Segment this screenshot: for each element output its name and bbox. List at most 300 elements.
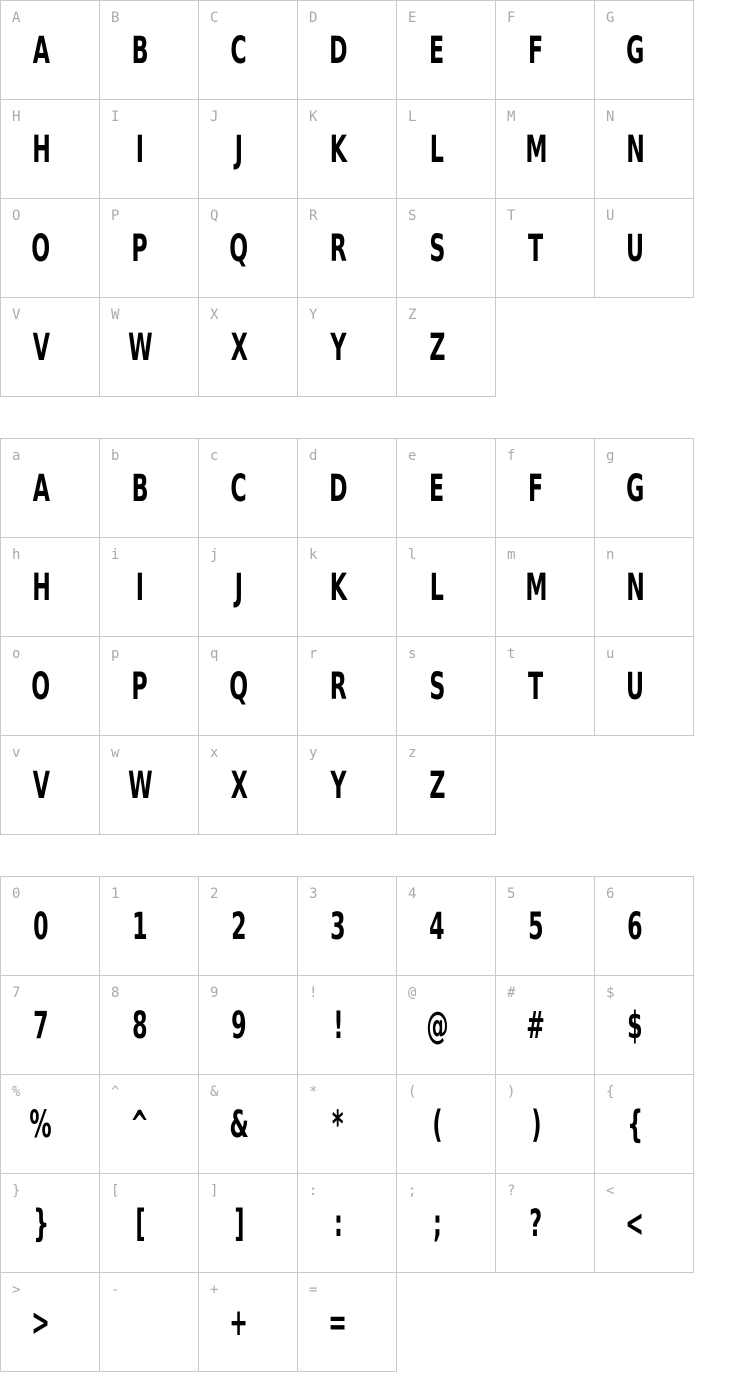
- glyph-cell-%: [0, 1074, 100, 1174]
- char-glyph: X: [230, 764, 248, 807]
- char-glyph-box: [504, 31, 568, 71]
- char-glyph: O: [31, 227, 51, 270]
- glyph-cell-m: [495, 537, 595, 637]
- char-glyph: +: [229, 1301, 249, 1344]
- glyph-cell-i: [99, 537, 199, 637]
- char-label: V: [12, 307, 21, 323]
- char-glyph: V: [32, 326, 50, 369]
- glyph-cell->: [0, 1272, 100, 1372]
- char-glyph: S: [429, 665, 445, 708]
- char-label: u: [606, 646, 615, 662]
- char-glyph-box: [207, 1006, 271, 1046]
- char-glyph-box: [504, 469, 568, 509]
- char-glyph-box: [405, 328, 469, 368]
- glyph-cell-{: [594, 1074, 694, 1174]
- char-glyph-box: [306, 667, 370, 707]
- char-glyph-box: [504, 1105, 568, 1145]
- char-label: %: [12, 1084, 21, 1100]
- char-glyph: F: [528, 29, 544, 72]
- char-label: ^: [111, 1084, 120, 1100]
- glyph-cell-a: [0, 438, 100, 538]
- char-glyph: 2: [231, 905, 247, 948]
- char-glyph: ?: [529, 1202, 543, 1245]
- glyph-cell-t: [495, 636, 595, 736]
- char-label: j: [210, 547, 219, 563]
- char-glyph: R: [329, 665, 347, 708]
- glyph-cell-*: [297, 1074, 397, 1174]
- char-glyph-box: [603, 907, 667, 947]
- glyph-row: [0, 1173, 700, 1273]
- char-glyph: 5: [528, 905, 544, 948]
- char-glyph: 7: [33, 1004, 49, 1047]
- char-label: v: [12, 745, 21, 761]
- char-glyph: &: [229, 1103, 249, 1146]
- glyph-cell-3: [297, 876, 397, 976]
- char-glyph-box: [405, 229, 469, 269]
- char-glyph: *: [332, 1103, 344, 1146]
- char-glyph: Z: [428, 326, 446, 369]
- char-glyph: J: [234, 128, 244, 171]
- glyph-cell-M: [495, 99, 595, 199]
- glyph-cell-K: [297, 99, 397, 199]
- glyph-cell-V: [0, 297, 100, 397]
- glyph-cell-;: [396, 1173, 496, 1273]
- char-label: <: [606, 1183, 615, 1199]
- char-label: (: [408, 1084, 417, 1100]
- char-label: &: [210, 1084, 219, 1100]
- glyph-cell-J: [198, 99, 298, 199]
- glyph-cell-c: [198, 438, 298, 538]
- char-label: 5: [507, 886, 516, 902]
- char-label: +: [210, 1282, 219, 1298]
- glyph-cell-T: [495, 198, 595, 298]
- glyph-cell-[: [99, 1173, 199, 1273]
- glyph-cell-E: [396, 0, 496, 100]
- glyph-cell-2: [198, 876, 298, 976]
- glyph-cell-u: [594, 636, 694, 736]
- char-label: M: [507, 109, 516, 125]
- char-glyph: !: [332, 1004, 344, 1047]
- char-glyph-box: [108, 907, 172, 947]
- glyph-cell-G: [594, 0, 694, 100]
- char-glyph-box: [207, 766, 271, 806]
- char-label: n: [606, 547, 615, 563]
- glyph-cell-l: [396, 537, 496, 637]
- char-glyph-box: [306, 907, 370, 947]
- char-glyph: C: [230, 29, 248, 72]
- char-glyph-box: [108, 1204, 172, 1244]
- glyph-cell-9: [198, 975, 298, 1075]
- char-glyph: V: [32, 764, 50, 807]
- glyph-cell-6: [594, 876, 694, 976]
- char-glyph: O: [31, 665, 51, 708]
- glyph-row: [0, 1272, 700, 1372]
- char-glyph: W: [127, 326, 153, 369]
- char-glyph: K: [329, 128, 347, 171]
- char-label: p: [111, 646, 120, 662]
- char-glyph: H: [31, 566, 51, 609]
- char-glyph: 4: [429, 905, 445, 948]
- glyph-cell-n: [594, 537, 694, 637]
- char-glyph-box: [9, 469, 73, 509]
- char-label: X: [210, 307, 219, 323]
- glyph-cell-0: [0, 876, 100, 976]
- char-glyph-box: [306, 130, 370, 170]
- char-glyph-box: [9, 31, 73, 71]
- char-glyph: K: [329, 566, 347, 609]
- glyph-cell-?: [495, 1173, 595, 1273]
- char-glyph: X: [230, 326, 248, 369]
- char-glyph: 0: [33, 905, 49, 948]
- char-label: D: [309, 10, 318, 26]
- char-glyph: ;: [432, 1202, 442, 1245]
- char-glyph-box: [306, 1006, 370, 1046]
- char-glyph-box: [108, 667, 172, 707]
- char-glyph: D: [328, 467, 348, 510]
- char-glyph-box: [603, 31, 667, 71]
- glyph-cell-7: [0, 975, 100, 1075]
- glyph-cell-d: [297, 438, 397, 538]
- glyph-cell-^: [99, 1074, 199, 1174]
- glyph-cell-<: [594, 1173, 694, 1273]
- char-label: s: [408, 646, 417, 662]
- char-glyph: S: [429, 227, 445, 270]
- glyph-cell-O: [0, 198, 100, 298]
- glyph-cell-e: [396, 438, 496, 538]
- char-glyph-box: [306, 1105, 370, 1145]
- char-glyph-box: [504, 568, 568, 608]
- char-glyph: J: [234, 566, 244, 609]
- char-glyph: T: [528, 665, 544, 708]
- glyph-row: [0, 198, 700, 298]
- char-glyph-box: [9, 568, 73, 608]
- char-label: z: [408, 745, 417, 761]
- glyph-cell-}: [0, 1173, 100, 1273]
- char-glyph-box: [306, 229, 370, 269]
- char-glyph: $: [627, 1004, 643, 1047]
- char-glyph: ): [530, 1103, 542, 1146]
- char-glyph-box: [9, 907, 73, 947]
- char-label: G: [606, 10, 615, 26]
- char-label: 3: [309, 886, 318, 902]
- char-glyph: %: [29, 1103, 53, 1146]
- char-label: b: [111, 448, 120, 464]
- glyph-cell-C: [198, 0, 298, 100]
- char-label: W: [111, 307, 120, 323]
- char-glyph: 6: [627, 905, 643, 948]
- char-glyph-box: [405, 766, 469, 806]
- char-label: A: [12, 10, 21, 26]
- char-glyph-box: [306, 328, 370, 368]
- glyph-cell-x: [198, 735, 298, 835]
- char-glyph-box: [9, 328, 73, 368]
- char-glyph-box: [207, 568, 271, 608]
- char-glyph: A: [32, 467, 50, 510]
- char-glyph-box: [405, 1105, 469, 1145]
- glyph-cell-F: [495, 0, 595, 100]
- char-label: 6: [606, 886, 615, 902]
- char-glyph-box: [306, 568, 370, 608]
- char-label: 0: [12, 886, 21, 902]
- glyph-row: [0, 297, 700, 397]
- char-glyph-box: [306, 766, 370, 806]
- char-glyph-box: [504, 907, 568, 947]
- char-label: K: [309, 109, 318, 125]
- char-label: ?: [507, 1183, 516, 1199]
- char-glyph-box: [603, 1105, 667, 1145]
- char-glyph-box: [207, 907, 271, 947]
- char-glyph: 8: [132, 1004, 148, 1047]
- glyph-cell-$: [594, 975, 694, 1075]
- glyph-row: [0, 975, 700, 1075]
- char-glyph-box: [9, 1105, 73, 1145]
- char-label: Z: [408, 307, 417, 323]
- char-glyph: F: [528, 467, 544, 510]
- char-glyph: B: [131, 29, 149, 72]
- char-glyph-box: [504, 1006, 568, 1046]
- char-label: w: [111, 745, 120, 761]
- char-label: -: [111, 1282, 120, 1298]
- glyph-cell-D: [297, 0, 397, 100]
- char-glyph: P: [131, 665, 149, 708]
- glyph-cell-H: [0, 99, 100, 199]
- char-label: t: [507, 646, 516, 662]
- char-glyph: Y: [329, 764, 347, 807]
- char-glyph-box: [306, 1303, 370, 1343]
- char-label: e: [408, 448, 417, 464]
- char-glyph: ^: [130, 1103, 150, 1146]
- glyph-row: [0, 876, 700, 976]
- char-glyph: 3: [330, 905, 346, 948]
- char-glyph-box: [207, 1105, 271, 1145]
- char-glyph-box: [108, 766, 172, 806]
- char-glyph-box: [603, 469, 667, 509]
- char-glyph: 1: [132, 905, 148, 948]
- char-label: y: [309, 745, 318, 761]
- char-label: H: [12, 109, 21, 125]
- char-label: 8: [111, 985, 120, 1001]
- char-glyph-box: [603, 130, 667, 170]
- char-glyph-box: [207, 1303, 271, 1343]
- glyph-cell-Z: [396, 297, 496, 397]
- char-label: m: [507, 547, 516, 563]
- char-glyph-box: [9, 229, 73, 269]
- glyph-cell-!: [297, 975, 397, 1075]
- glyph-cell-p: [99, 636, 199, 736]
- char-glyph-box: [504, 229, 568, 269]
- char-label: B: [111, 10, 120, 26]
- char-glyph: =: [328, 1301, 348, 1344]
- char-label: k: [309, 547, 318, 563]
- char-glyph: Z: [428, 764, 446, 807]
- char-glyph: 9: [231, 1004, 247, 1047]
- char-glyph-box: [108, 130, 172, 170]
- glyph-cell-v: [0, 735, 100, 835]
- char-label: E: [408, 10, 417, 26]
- char-glyph-box: [603, 1006, 667, 1046]
- char-label: !: [309, 985, 318, 1001]
- char-label: f: [507, 448, 516, 464]
- char-label: 4: [408, 886, 417, 902]
- glyph-cell-q: [198, 636, 298, 736]
- char-glyph-box: [9, 766, 73, 806]
- char-label: r: [309, 646, 318, 662]
- char-glyph-box: [108, 1006, 172, 1046]
- glyph-cell--: [99, 1272, 199, 1372]
- char-glyph: U: [625, 227, 645, 270]
- char-label: S: [408, 208, 417, 224]
- char-label: l: [408, 547, 417, 563]
- glyph-cell-X: [198, 297, 298, 397]
- char-label: {: [606, 1084, 615, 1100]
- char-label: g: [606, 448, 615, 464]
- char-glyph: {: [627, 1103, 643, 1146]
- glyph-cell-@: [396, 975, 496, 1075]
- glyph-cell-g: [594, 438, 694, 538]
- char-glyph-box: [405, 1006, 469, 1046]
- char-glyph-box: [405, 130, 469, 170]
- char-glyph-box: [108, 328, 172, 368]
- char-glyph: M: [524, 566, 548, 609]
- char-label: ): [507, 1084, 516, 1100]
- char-glyph: (: [431, 1103, 443, 1146]
- char-label: L: [408, 109, 417, 125]
- char-label: o: [12, 646, 21, 662]
- glyph-cell-f: [495, 438, 595, 538]
- char-label: 9: [210, 985, 219, 1001]
- glyph-cell-j: [198, 537, 298, 637]
- char-glyph-box: [9, 667, 73, 707]
- char-glyph: L: [429, 566, 445, 609]
- char-glyph-box: [207, 31, 271, 71]
- glyph-cell-s: [396, 636, 496, 736]
- char-glyph-box: [504, 130, 568, 170]
- char-glyph-box: [603, 667, 667, 707]
- char-label: @: [408, 985, 417, 1001]
- char-label: :: [309, 1183, 318, 1199]
- section-uppercase-letters: [0, 0, 700, 397]
- char-glyph: Q: [229, 227, 249, 270]
- char-glyph: Y: [329, 326, 347, 369]
- glyph-cell-(: [396, 1074, 496, 1174]
- glyph-row: [0, 636, 700, 736]
- glyph-cell-5: [495, 876, 595, 976]
- char-label: T: [507, 208, 516, 224]
- glyph-cell-Y: [297, 297, 397, 397]
- char-label: 1: [111, 886, 120, 902]
- char-glyph: E: [429, 29, 445, 72]
- section-numbers-and-symbols: [0, 876, 700, 1372]
- char-glyph-box: [306, 31, 370, 71]
- glyph-cell-P: [99, 198, 199, 298]
- glyph-cell-k: [297, 537, 397, 637]
- char-glyph: L: [429, 128, 445, 171]
- glyph-cell-w: [99, 735, 199, 835]
- char-glyph-box: [603, 568, 667, 608]
- char-glyph-box: [9, 1303, 73, 1343]
- glyph-cell-]: [198, 1173, 298, 1273]
- char-glyph: N: [625, 566, 645, 609]
- char-label: J: [210, 109, 219, 125]
- char-glyph-box: [405, 31, 469, 71]
- char-label: N: [606, 109, 615, 125]
- char-glyph: }: [33, 1202, 49, 1245]
- char-label: ]: [210, 1183, 219, 1199]
- char-glyph: A: [32, 29, 50, 72]
- char-glyph: ]: [233, 1202, 245, 1245]
- char-glyph-box: [306, 1204, 370, 1244]
- char-label: =: [309, 1282, 318, 1298]
- glyph-cell-8: [99, 975, 199, 1075]
- char-glyph: [: [134, 1202, 146, 1245]
- glyph-cell-B: [99, 0, 199, 100]
- char-glyph: :: [333, 1202, 343, 1245]
- char-glyph: N: [625, 128, 645, 171]
- char-label: a: [12, 448, 21, 464]
- glyph-cell-z: [396, 735, 496, 835]
- glyph-cell-4: [396, 876, 496, 976]
- char-glyph-box: [603, 1204, 667, 1244]
- char-label: d: [309, 448, 318, 464]
- char-label: F: [507, 10, 516, 26]
- char-label: 7: [12, 985, 21, 1001]
- char-glyph: E: [429, 467, 445, 510]
- char-glyph-box: [207, 130, 271, 170]
- char-label: $: [606, 985, 615, 1001]
- glyph-cell-r: [297, 636, 397, 736]
- char-glyph-box: [9, 130, 73, 170]
- section-lowercase-letters: [0, 438, 700, 835]
- char-glyph-box: [207, 469, 271, 509]
- char-label: O: [12, 208, 21, 224]
- glyph-cell-N: [594, 99, 694, 199]
- char-label: C: [210, 10, 219, 26]
- glyph-cell-b: [99, 438, 199, 538]
- char-label: c: [210, 448, 219, 464]
- char-glyph: D: [328, 29, 348, 72]
- char-label: i: [111, 547, 120, 563]
- char-label: *: [309, 1084, 318, 1100]
- char-glyph-box: [207, 229, 271, 269]
- char-glyph-box: [504, 1204, 568, 1244]
- char-glyph-box: [405, 907, 469, 947]
- char-glyph: M: [524, 128, 548, 171]
- char-label: q: [210, 646, 219, 662]
- char-label: R: [309, 208, 318, 224]
- char-glyph-box: [108, 229, 172, 269]
- char-glyph-box: [603, 229, 667, 269]
- glyph-cell-&: [198, 1074, 298, 1174]
- char-label: U: [606, 208, 615, 224]
- char-glyph: Q: [229, 665, 249, 708]
- glyph-cell-:: [297, 1173, 397, 1273]
- char-glyph-box: [405, 1204, 469, 1244]
- char-glyph-box: [108, 568, 172, 608]
- char-label: P: [111, 208, 120, 224]
- char-glyph: <: [625, 1202, 645, 1245]
- glyph-row: [0, 537, 700, 637]
- char-label: x: [210, 745, 219, 761]
- char-glyph-box: [405, 568, 469, 608]
- glyph-cell-h: [0, 537, 100, 637]
- char-glyph-box: [9, 1204, 73, 1244]
- glyph-row: [0, 99, 700, 199]
- char-label: h: [12, 547, 21, 563]
- glyph-cell-1: [99, 876, 199, 976]
- char-glyph-box: [504, 667, 568, 707]
- char-label: Y: [309, 307, 318, 323]
- char-glyph: @: [425, 1004, 449, 1047]
